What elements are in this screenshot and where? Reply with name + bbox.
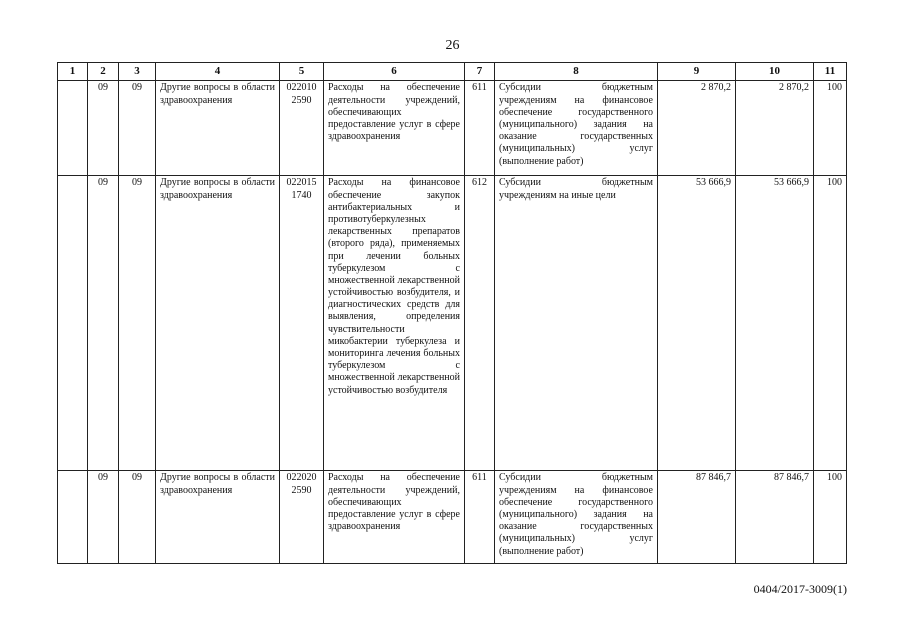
expense-type-code-cell: 611: [465, 81, 495, 176]
column-header: 1: [58, 63, 88, 81]
planned-amount-cell: 2 870,2: [658, 81, 736, 176]
executed-amount-cell: 2 870,2: [736, 81, 814, 176]
section-name-cell: Другие вопросы в области здравоохранения: [156, 81, 280, 176]
executed-amount-cell: 87 846,7: [736, 471, 814, 564]
section-name-cell: Другие вопросы в области здравоохранения: [156, 471, 280, 564]
table-header-row: [58, 63, 847, 81]
section-code-cell: 09: [88, 471, 119, 564]
page-number: 26: [445, 38, 460, 53]
table-row: [58, 176, 847, 471]
document-code: 0404/2017-3009(1): [753, 582, 847, 596]
section-code-cell: 09: [88, 81, 119, 176]
planned-amount-cell: 87 846,7: [658, 471, 736, 564]
row-col1-cell: [58, 176, 88, 471]
target-article-code-cell: 022020 2590: [280, 471, 324, 564]
expense-type-code-cell: 612: [465, 176, 495, 471]
section-code-cell: 09: [88, 176, 119, 471]
expense-description-cell: Расходы на финансовое обеспечение закупок антибактериальных и противотуберкулезных лекарственных препаратов (второго ряда), применяемых при лечении больных туберкулезом с множественной лекарственной устойчивостью возбудителя, и диагностических средств для выявления, определения чувствительности микобактерии туберкулеза и мониторинга лечения больных туберкулезом с множественной лекарственной устойчивостью возбудителя: [324, 176, 465, 471]
budget-table: [57, 62, 847, 564]
expense-type-code-cell: 611: [465, 471, 495, 564]
subsection-code-cell: 09: [119, 471, 156, 564]
table-row: [58, 471, 847, 564]
target-article-code-cell: 022010 2590: [280, 81, 324, 176]
subsection-code-cell: 09: [119, 176, 156, 471]
column-header: 4: [156, 63, 280, 81]
column-header: 3: [119, 63, 156, 81]
expense-description-cell: Расходы на обеспечение деятельности учреждений, обеспечивающих предоставление услуг в сфере здравоохранения: [324, 471, 465, 564]
target-article-code-cell: 022015 1740: [280, 176, 324, 471]
execution-percent-cell: 100: [814, 81, 847, 176]
column-header: 10: [736, 63, 814, 81]
column-header: 8: [495, 63, 658, 81]
executed-amount-cell: 53 666,9: [736, 176, 814, 471]
column-header: 11: [814, 63, 847, 81]
row-col1-cell: [58, 471, 88, 564]
expense-type-name-cell: Субсидии бюджетным учреждениям на финансовое обеспечение государственного (муниципального) задания на оказание государственных (муниципальных) услуг (выполнение работ): [495, 81, 658, 176]
row-col1-cell: [58, 81, 88, 176]
subsection-code-cell: 09: [119, 81, 156, 176]
expense-type-name-cell: Субсидии бюджетным учреждениям на финансовое обеспечение государственного (муниципального) задания на оказание государственных (муниципальных) услуг (выполнение работ): [495, 471, 658, 564]
expense-description-cell: Расходы на обеспечение деятельности учреждений, обеспечивающих предоставление услуг в сфере здравоохранения: [324, 81, 465, 176]
column-header: 5: [280, 63, 324, 81]
table-row: [58, 81, 847, 176]
column-header: 7: [465, 63, 495, 81]
expense-type-name-cell: Субсидии бюджетным учреждениям на иные цели: [495, 176, 658, 471]
column-header: 9: [658, 63, 736, 81]
planned-amount-cell: 53 666,9: [658, 176, 736, 471]
column-header: 2: [88, 63, 119, 81]
execution-percent-cell: 100: [814, 471, 847, 564]
section-name-cell: Другие вопросы в области здравоохранения: [156, 176, 280, 471]
execution-percent-cell: 100: [814, 176, 847, 471]
column-header: 6: [324, 63, 465, 81]
